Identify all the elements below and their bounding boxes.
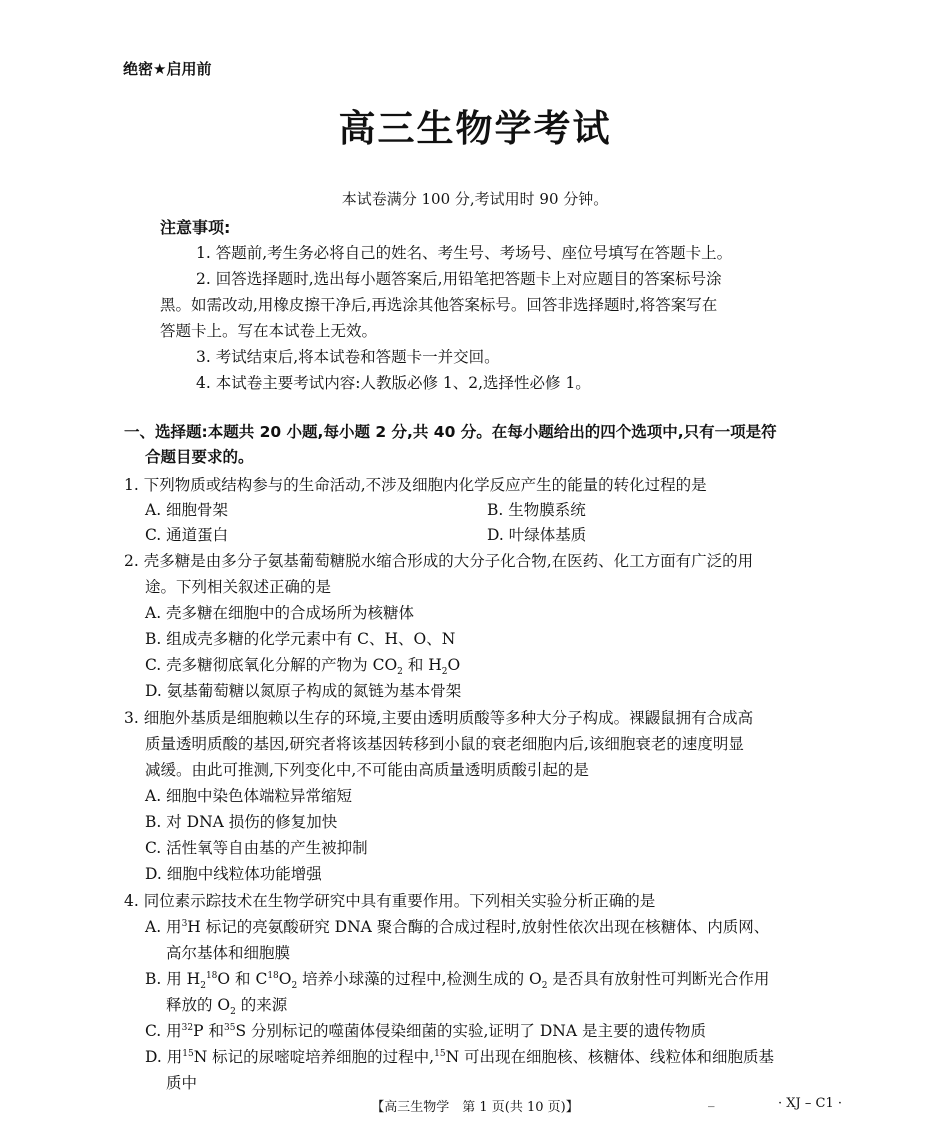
question-3-option-a: A. 细胞中染色体端粒异常缩短 [145, 787, 353, 805]
question-4-option-c: C. 用$^{32}$P 和$^{35}$S 分别标记的噬菌体侵染细菌的实验,证明了 DNA 是主要的遗传物质 [145, 1022, 706, 1040]
page-title: 高三生物学考试 [338, 107, 612, 150]
question-2-option-a: A. 壳多糖在细胞中的合成场所为核糖体 [145, 604, 415, 622]
question-1-option-d: D. 叶绿体基质 [487, 526, 587, 544]
question-3-option-b: B. 对 DNA 损伤的修复加快 [145, 813, 338, 831]
question-2-option-c: C. 壳多糖彻底氧化分解的产物为 $CO_2$ 和 $H_2O$ [145, 656, 461, 678]
note-2: 2. 回答选择题时,选出每小题答案后,用铅笔把答题卡上对应题目的答案标号涂 [196, 270, 722, 288]
question-4-stem: 4. 同位素示踪技术在生物学研究中具有重要作用。下列相关实验分析正确的是 [124, 892, 656, 910]
question-4-option-a-cont: 高尔基体和细胞膜 [166, 944, 291, 962]
question-4-option-b-cont: 释放的 $O_2$ 的来源 [166, 996, 288, 1018]
note-3: 3. 考试结束后,将本试卷和答题卡一并交回。 [196, 348, 500, 366]
confidential-label: 绝密★启用前 [123, 60, 212, 78]
question-3-option-c: C. 活性氧等自由基的产生被抑制 [145, 839, 368, 857]
section-heading: 一、选择题:本题共 20 小题,每小题 2 分,共 40 分。在每小题给出的四个选项中,只有一项是符 [124, 423, 777, 441]
question-2-option-d: D. 氨基葡萄糖以氮原子构成的氮链为基本骨架 [145, 682, 462, 700]
question-4-option-a: A. 用$^3$H 标记的亮氨酸研究 DNA 聚合酶的合成过程时,放射性依次出现在核糖体、内质网、 [145, 918, 770, 936]
question-1-option-a: A. 细胞骨架 [145, 501, 229, 519]
question-1-option-c: C. 通道蛋白 [145, 526, 229, 544]
question-3-stem-cont: 质量透明质酸的基因,研究者将该基因转移到小鼠的衰老细胞内后,该细胞衰老的速度明显 [145, 735, 744, 753]
question-2-option-b: B. 组成壳多糖的化学元素中有 C、H、O、N [145, 630, 456, 648]
note-4: 4. 本试卷主要考试内容:人教版必修 1、2,选择性必修 1。 [196, 374, 591, 392]
question-4-option-b: B. 用 $H_2^{18}O$ 和 $C^{18}O_2$ 培养小球藻的过程中,检测生成的 $O_2$ 是否具有放射性可判断光合作用 [145, 970, 770, 992]
exam-info: 本试卷满分 100 分,考试用时 90 分钟。 [341, 190, 609, 208]
note-2-cont: 黑。如需改动,用橡皮擦干净后,再选涂其他答案标号。回答非选择题时,将答案写在 [160, 296, 718, 314]
question-3-stem: 3. 细胞外基质是细胞赖以生存的环境,主要由透明质酸等多种大分子构成。裸鼹鼠拥有合成高 [124, 709, 754, 727]
footer-dash: _ [708, 1093, 715, 1108]
question-1-stem: 1. 下列物质或结构参与的生命活动,不涉及细胞内化学反应产生的能量的转化过程的是 [124, 476, 707, 494]
question-2-stem-cont: 途。下列相关叙述正确的是 [145, 578, 332, 596]
page-footer: 【高三生物学 第 1 页(共 10 页)】 [371, 1100, 579, 1115]
section-heading-cont: 合题目要求的。 [145, 448, 254, 466]
exam-code: · XJ – C1 · [778, 1096, 842, 1111]
notes-heading: 注意事项: [160, 218, 231, 237]
question-2-stem: 2. 壳多糖是由多分子氨基葡萄糖脱水缩合形成的大分子化合物,在医药、化工方面有广泛的用 [124, 552, 754, 570]
question-4-option-d-cont: 质中 [166, 1074, 198, 1092]
question-1-option-b: B. 生物膜系统 [487, 501, 586, 519]
note-1: 1. 答题前,考生务必将自己的姓名、考生号、考场号、座位号填写在答题卡上。 [196, 244, 733, 262]
question-3-option-d: D. 细胞中线粒体功能增强 [145, 865, 322, 883]
question-3-stem-end: 减缓。由此可推测,下列变化中,不可能由高质量透明质酸引起的是 [145, 761, 589, 779]
question-4-option-d: D. 用$^{15}$N 标记的尿嘧啶培养细胞的过程中,$^{15}$N 可出现在细胞核、核糖体、线粒体和细胞质基 [145, 1048, 775, 1066]
note-2-end: 答题卡上。写在本试卷上无效。 [160, 322, 378, 340]
